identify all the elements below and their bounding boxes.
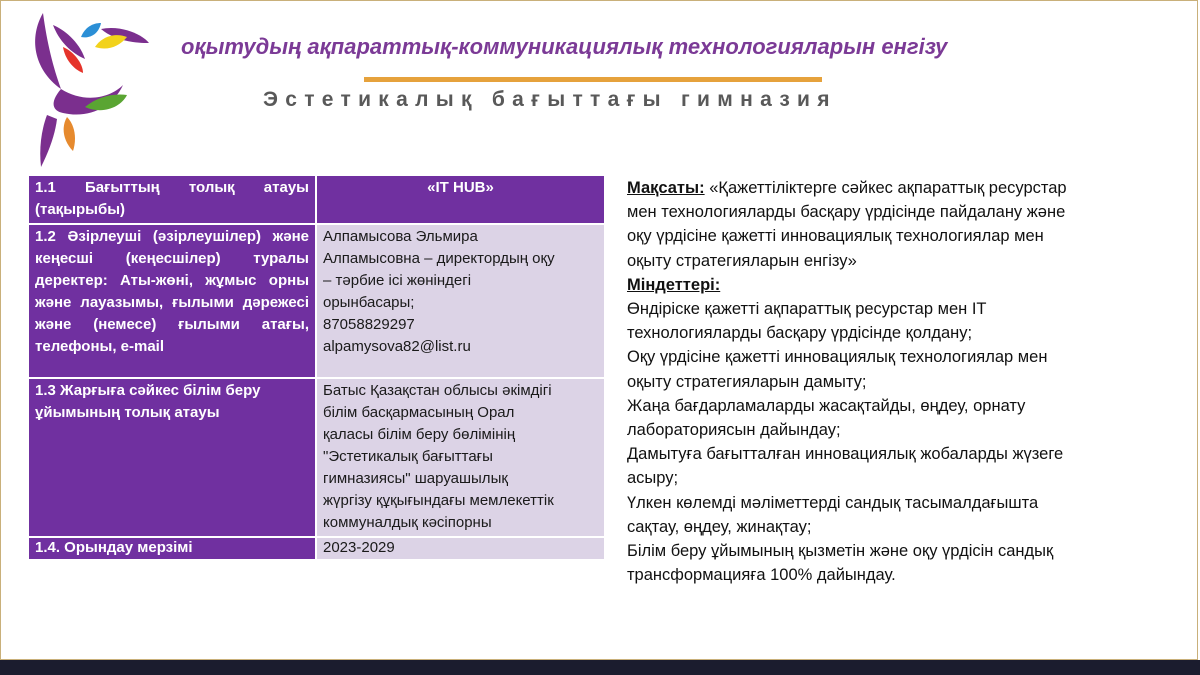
task-line: асыру; [627,469,679,488]
task-line: сақтау, өңдеу, жинақтау; [627,517,812,536]
table-cell-value [316,378,604,537]
value-line: "Эстетикалық бағыттағы [323,448,493,465]
task-line: лабораториясын дайындау; [627,421,841,440]
purpose-heading: Мақсаты: [627,179,705,197]
table-cell-label: 1.4. Орындау мерзімі [29,537,316,560]
value-line: Алпамысовна – директордың оқу [323,250,555,267]
value-line: жүргізу құқығындағы мемлекеттік [323,492,554,509]
value-line: 2023-2029 [323,539,395,556]
table-row [29,224,604,378]
task-line: технологияларды басқару үрдісінде қолдану; [627,324,973,343]
task-line: Жаңа бағдарламаларды жасақтайды, өңдеу, орнату [627,396,1026,415]
task-line: Үлкен көлемді мәліметтерді сандық тасымалдағышта [627,493,1039,512]
table-cell-value [316,537,604,560]
purpose-first-line [627,176,1172,200]
table-cell-label: 1.2 Әзірлеуші (әзірлеушілер) және кеңесші (кеңесшілер) туралы деректер: Аты-жөні, жұмыс орны және лауазымы, ғылыми дәрежесі және (немесе) ғылыми атағы, телефоны, e-mail [29,224,316,378]
table-row [29,176,604,224]
value-line: қаласы білім беру бөлімінің [323,426,516,443]
value-line: білім басқармасының Орал [323,404,515,421]
purpose-text: оқу үрдісіне қажетті инновациялық технологиялар мен [627,227,1044,246]
value-line: коммуналдық кәсіпорны [323,514,492,531]
value-line: – тәрбие ісі жөніндегі [323,272,472,289]
purpose-text: «Қажеттіліктерге сәйкес ақпараттық ресурстар [709,179,1067,197]
task-line: трансформацияға 100% дайындау. [627,566,896,585]
value-line: Алпамысова Эльмира [323,228,478,245]
value-line: «IT HUB» [427,179,494,196]
task-line: Дамытуға бағытталған инновациялық жобаларды жүзеге [627,445,1064,464]
project-info-table [29,176,604,561]
page-title: оқытудың ақпараттық-коммуникациялық технологияларын енгізу [181,34,948,59]
table-row [29,378,604,537]
task-line: Өндіріске қажетті ақпараттық ресурстар мен IT [627,300,987,319]
bottom-bar [0,660,1200,675]
purpose-text: оқыту стратегияларын енгізу» [627,251,857,270]
tasks-heading: Міндеттері: [627,275,721,294]
task-line: Оқу үрдісіне қажетті инновациялық технологиялар мен [627,348,1048,367]
value-line: alpamysova82@list.ru [323,338,471,355]
table-cell-value [316,176,604,224]
purpose-text: мен технологияларды басқару үрдісінде пайдалану және [627,203,1066,222]
table-row [29,537,604,560]
task-line: Білім беру ұйымының қызметін және оқу үрдісін сандық [627,542,1054,561]
title-divider [364,77,822,82]
value-line: 87058829297 [323,316,415,333]
task-line: оқыту стратегияларын дамыту; [627,372,867,391]
value-line: орынбасары; [323,294,415,311]
page-subtitle: Эстетикалық бағыттағы гимназия [263,88,837,111]
dove-logo-icon [23,7,151,167]
table-cell-value [316,224,604,378]
value-line: гимназиясы" шаруашылық [323,470,508,487]
value-line: Батыс Қазақстан облысы әкімдігі [323,382,552,399]
table-cell-label: 1.3 Жарғыға сәйкес білім беру ұйымының толық атауы [29,378,316,537]
table-cell-label: 1.1 Бағыттың толық атауы (тақырыбы) [29,176,316,224]
goals-section [627,176,1172,587]
